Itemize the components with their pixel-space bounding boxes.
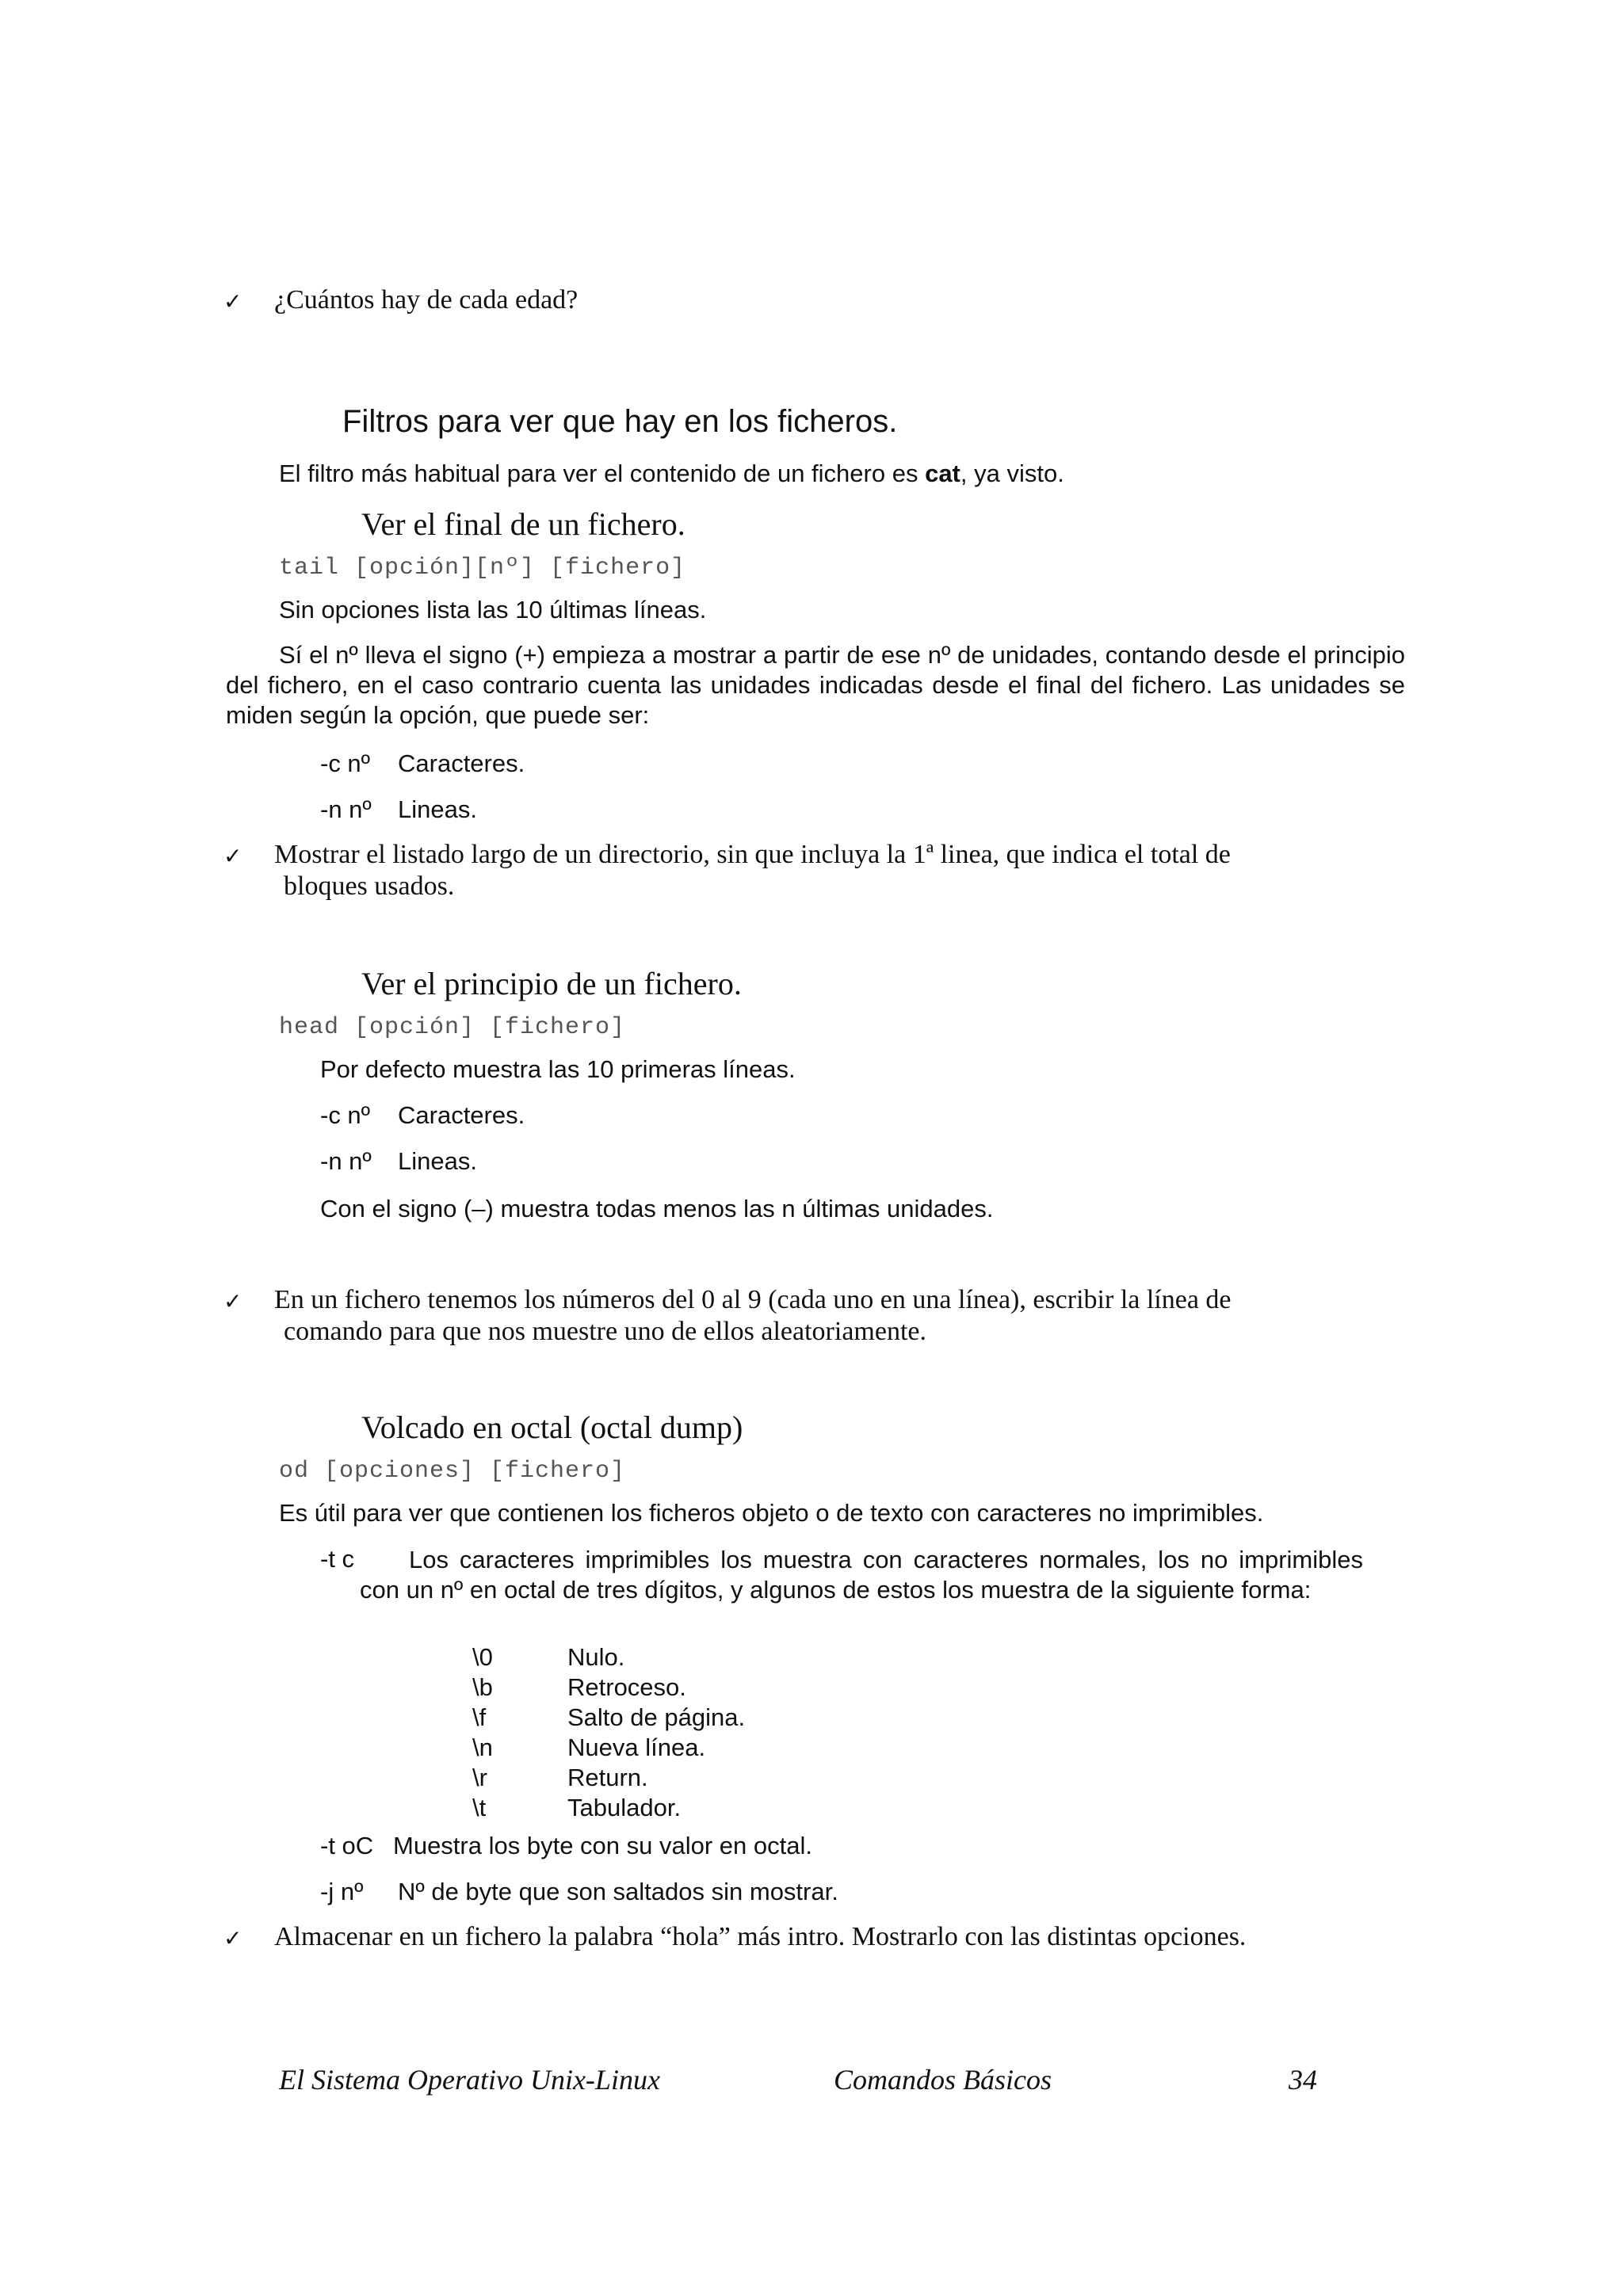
exercise-text: bloques usados. <box>284 871 455 901</box>
escape-meaning: Retroceso. <box>567 1673 686 1701</box>
escape-meaning: Return. <box>567 1764 648 1791</box>
escape-code: \t <box>472 1794 487 1821</box>
tail-option-flag: -n nº <box>320 795 372 823</box>
escape-code: \f <box>472 1703 487 1731</box>
footer-title: El Sistema Operativo Unix-Linux <box>279 2064 660 2096</box>
escape-meaning: Nulo. <box>567 1643 625 1671</box>
section-title: Filtros para ver que hay en los ficheros. <box>342 404 898 439</box>
od-desc: Es útil para ver que contienen los ficheros objeto o de texto con caracteres no imprimibles. <box>279 1499 1264 1527</box>
od-option-text: Los caracteres imprimibles los muestra con caracteres normales, los no imprimibles con un nº en octal de tres dígitos, y algunos de estos los muestra de la siguiente forma: <box>360 1546 1363 1604</box>
footer-section: Comandos Básicos <box>834 2064 1052 2096</box>
escape-code: \0 <box>472 1643 493 1671</box>
checkmark-icon: ✓ <box>223 1288 242 1314</box>
od-option-text: Muestra los byte con su valor en octal. <box>393 1832 812 1859</box>
escape-meaning: Salto de página. <box>567 1703 746 1731</box>
head-note: Con el signo (–) muestra todas menos las n últimas unidades. <box>320 1195 994 1222</box>
escape-code: \r <box>472 1764 487 1791</box>
tail-heading: Ver el final de un fichero. <box>361 506 685 542</box>
checkmark-icon: ✓ <box>223 843 242 869</box>
od-option-flag: -j nº <box>320 1878 364 1905</box>
head-option-text: Caracteres. <box>398 1101 525 1129</box>
od-option-text: Nº de byte que son saltados sin mostrar. <box>398 1878 838 1905</box>
od-option-flag: -t c <box>320 1545 355 1573</box>
exercise-text: comando para que nos muestre uno de ellos aleatoriamente. <box>284 1317 926 1346</box>
page-number: 34 <box>1289 2064 1317 2096</box>
escape-meaning: Nueva línea. <box>567 1733 706 1761</box>
tail-option-flag: -c nº <box>320 749 370 777</box>
tail-syntax: tail [opción][nº] [fichero] <box>279 555 686 582</box>
od-heading: Volcado en octal (octal dump) <box>361 1409 743 1445</box>
exercise-text: En un fichero tenemos los números del 0 al 9 (cada uno en una línea), escribir la línea de <box>274 1285 1232 1314</box>
head-desc: Por defecto muestra las 10 primeras líneas. <box>320 1055 796 1083</box>
exercise-text: Almacenar en un fichero la palabra “hola” más intro. Mostrarlo con las distintas opciones. <box>274 1922 1247 1951</box>
tail-option-text: Caracteres. <box>398 749 525 777</box>
head-heading: Ver el principio de un fichero. <box>361 966 742 1001</box>
intro-paragraph: El filtro más habitual para ver el contenido de un fichero es cat, ya visto. <box>279 460 1064 487</box>
checkmark-icon: ✓ <box>223 1925 242 1951</box>
od-syntax: od [opciones] [fichero] <box>279 1458 626 1485</box>
escape-meaning: Tabulador. <box>567 1794 682 1821</box>
head-syntax: head [opción] [fichero] <box>279 1014 626 1041</box>
tail-option-text: Lineas. <box>398 795 477 823</box>
escape-code: \b <box>472 1673 493 1701</box>
exercise-text: ¿Cuántos hay de cada edad? <box>274 285 579 315</box>
tail-desc-long: Sí el nº lleva el signo (+) empieza a mostrar a partir de ese nº de unidades, contando desde el principio del fichero, en el caso contrario cuenta las unidades indicadas desde el final del fichero. Las unidades se miden según la opción, que puede ser: <box>226 641 1405 729</box>
head-option-flag: -c nº <box>320 1101 370 1129</box>
tail-desc: Sin opciones lista las 10 últimas líneas. <box>279 596 707 624</box>
intro-bold-cat: cat <box>925 460 960 487</box>
exercise-text: Mostrar el listado largo de un directorio, sin que incluya la 1ª linea, que indica el total de <box>274 840 1231 869</box>
head-option-flag: -n nº <box>320 1147 372 1175</box>
checkmark-icon: ✓ <box>223 288 242 315</box>
od-option-flag: -t oC <box>320 1832 374 1859</box>
escape-code: \n <box>472 1733 493 1761</box>
head-option-text: Lineas. <box>398 1147 477 1175</box>
